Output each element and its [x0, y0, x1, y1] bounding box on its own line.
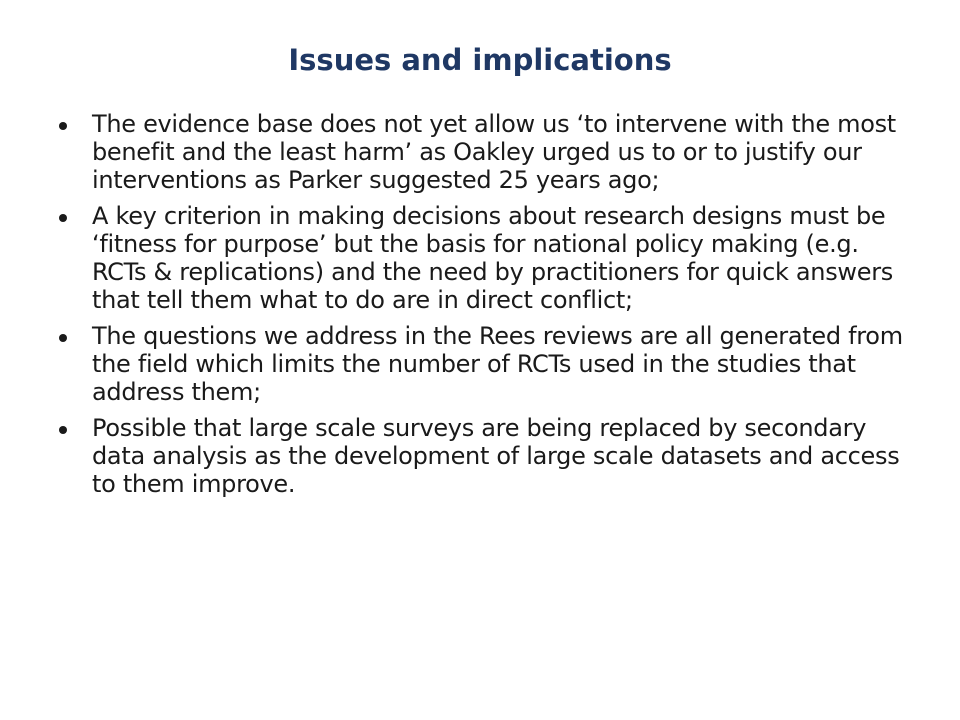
bullet-dot-icon [59, 122, 67, 130]
slide-title: Issues and implications [288, 43, 672, 77]
bullet-dot-icon [59, 426, 67, 434]
bullet-item [58, 110, 908, 194]
bullet-text: The questions we address in the Rees reviews are all generated from the field which limits the number of RCTs used in the studies that address them; [92, 322, 903, 406]
bullet-item [58, 322, 908, 406]
bullet-text: Possible that large scale surveys are being replaced by secondary data analysis as the development of large scale datasets and access to them improve. [92, 414, 900, 498]
bullet-list [58, 110, 908, 506]
bullet-dot-icon [59, 214, 67, 222]
bullet-item [58, 202, 908, 314]
bullet-text: A key criterion in making decisions about research designs must be ‘fitness for purpose’ but the basis for national policy making (e.g. RCTs & replications) and the need by practitioners for quick answers that tell them what to do are in direct conflict; [92, 202, 893, 314]
bullet-dot-icon [59, 334, 67, 342]
bullet-text: The evidence base does not yet allow us ‘to intervene with the most benefit and the least harm’ as Oakley urged us to or to justify our interventions as Parker suggested 25 years ago; [92, 110, 896, 194]
bullet-item [58, 414, 908, 498]
